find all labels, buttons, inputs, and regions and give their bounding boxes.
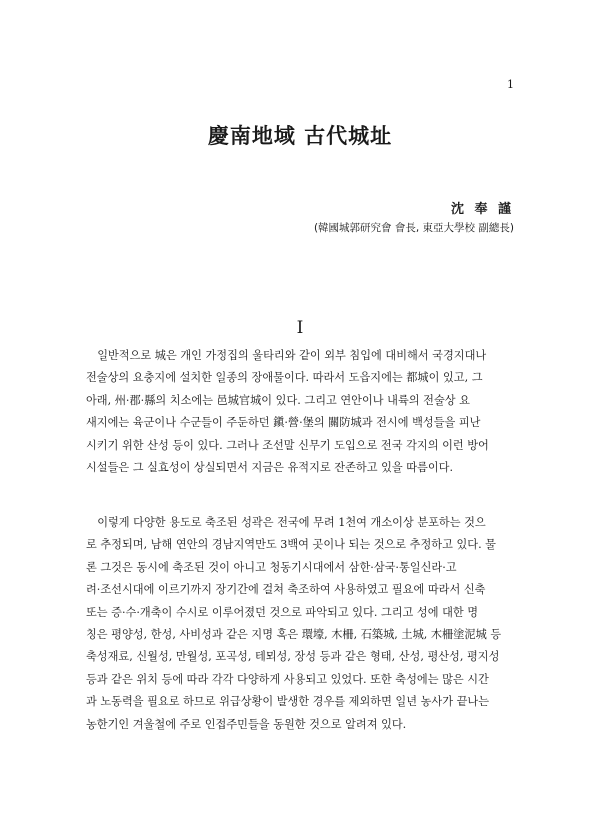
- paragraph-line: 로 추정되며, 남해 연안의 경남지역만도 3백여 곳이나 되는 것으로 추정하고 있다. 물: [86, 538, 496, 552]
- paragraph-1: [86, 345, 514, 479]
- section-heading: I: [296, 318, 304, 338]
- author-affiliation: (韓國城郭研究會 會長, 東亞大學校 副總長): [313, 222, 514, 234]
- page-number: 1: [507, 78, 514, 91]
- paragraph-line: 등과 같은 위치 등에 따라 각각 다양하게 사용되고 있었다. 또한 축성에는 많은 시간: [86, 672, 489, 686]
- paragraph-line: 칭은 평양성, 한성, 사비성과 같은 지명 혹은 環壕, 木柵, 石築城, 土城, 木柵塗泥城 등: [86, 628, 502, 642]
- paragraph-line: 새지에는 육군이나 수군들이 주둔하던 鎭·營·堡의 關防城과 전시에 백성들을 피난: [86, 416, 481, 430]
- paragraph-line: 려·조선시대에 이르기까지 장기간에 걸쳐 축조하여 사용하였고 필요에 따라서 신축: [86, 583, 486, 597]
- paragraph-line: 농한기인 겨울철에 주로 인접주민들을 동원한 것으로 알려져 있다.: [86, 717, 407, 731]
- paragraph-2: [86, 512, 514, 736]
- author-name: 沈 奉 謹: [450, 202, 514, 217]
- page-title: 慶南地域 古代城址: [207, 123, 393, 148]
- paragraph-line: 이렇게 다양한 용도로 축조된 성곽은 전국에 무려 1천여 개소이상 분포하는 것으: [86, 516, 486, 529]
- paragraph-line: 일반적으로 城은 개인 가정집의 울타리와 같이 외부 침입에 대비해서 국경지대나: [86, 349, 487, 362]
- paragraph-line: 또는 증·수·개축이 수시로 이루어졌던 것으로 파악되고 있다. 그리고 성에 대한 명: [86, 605, 479, 619]
- paragraph-line: 과 노동력을 필요로 하므로 위급상황이 발생한 경우를 제외하면 일년 농사가 끝나는: [86, 695, 490, 709]
- paragraph-line: 아래, 州·郡·縣의 치소에는 邑城官城이 있다. 그리고 연안이나 내륙의 전술상 요: [86, 393, 470, 407]
- paragraph-line: 시키기 위한 산성 등이 있다. 그러나 조선말 신무기 도입으로 전국 각지의 이런 방어: [86, 438, 489, 452]
- paragraph-line: 축성재료, 신월성, 만월성, 포곡성, 테뫼성, 장성 등과 같은 형태, 산성, 평산성, 평지성: [86, 650, 500, 664]
- paragraph-line: 론 그것은 동시에 축조된 것이 아니고 청동기시대에서 삼한·삼국·통일신라·고: [86, 560, 457, 574]
- paragraph-line: 전술상의 요충지에 설치한 일종의 장애물이다. 따라서 도읍지에는 都城이 있고, 그: [86, 371, 483, 385]
- paragraph-line: 시설들은 그 실효성이 상실되면서 지금은 유적지로 잔존하고 있을 따름이다.: [86, 461, 454, 475]
